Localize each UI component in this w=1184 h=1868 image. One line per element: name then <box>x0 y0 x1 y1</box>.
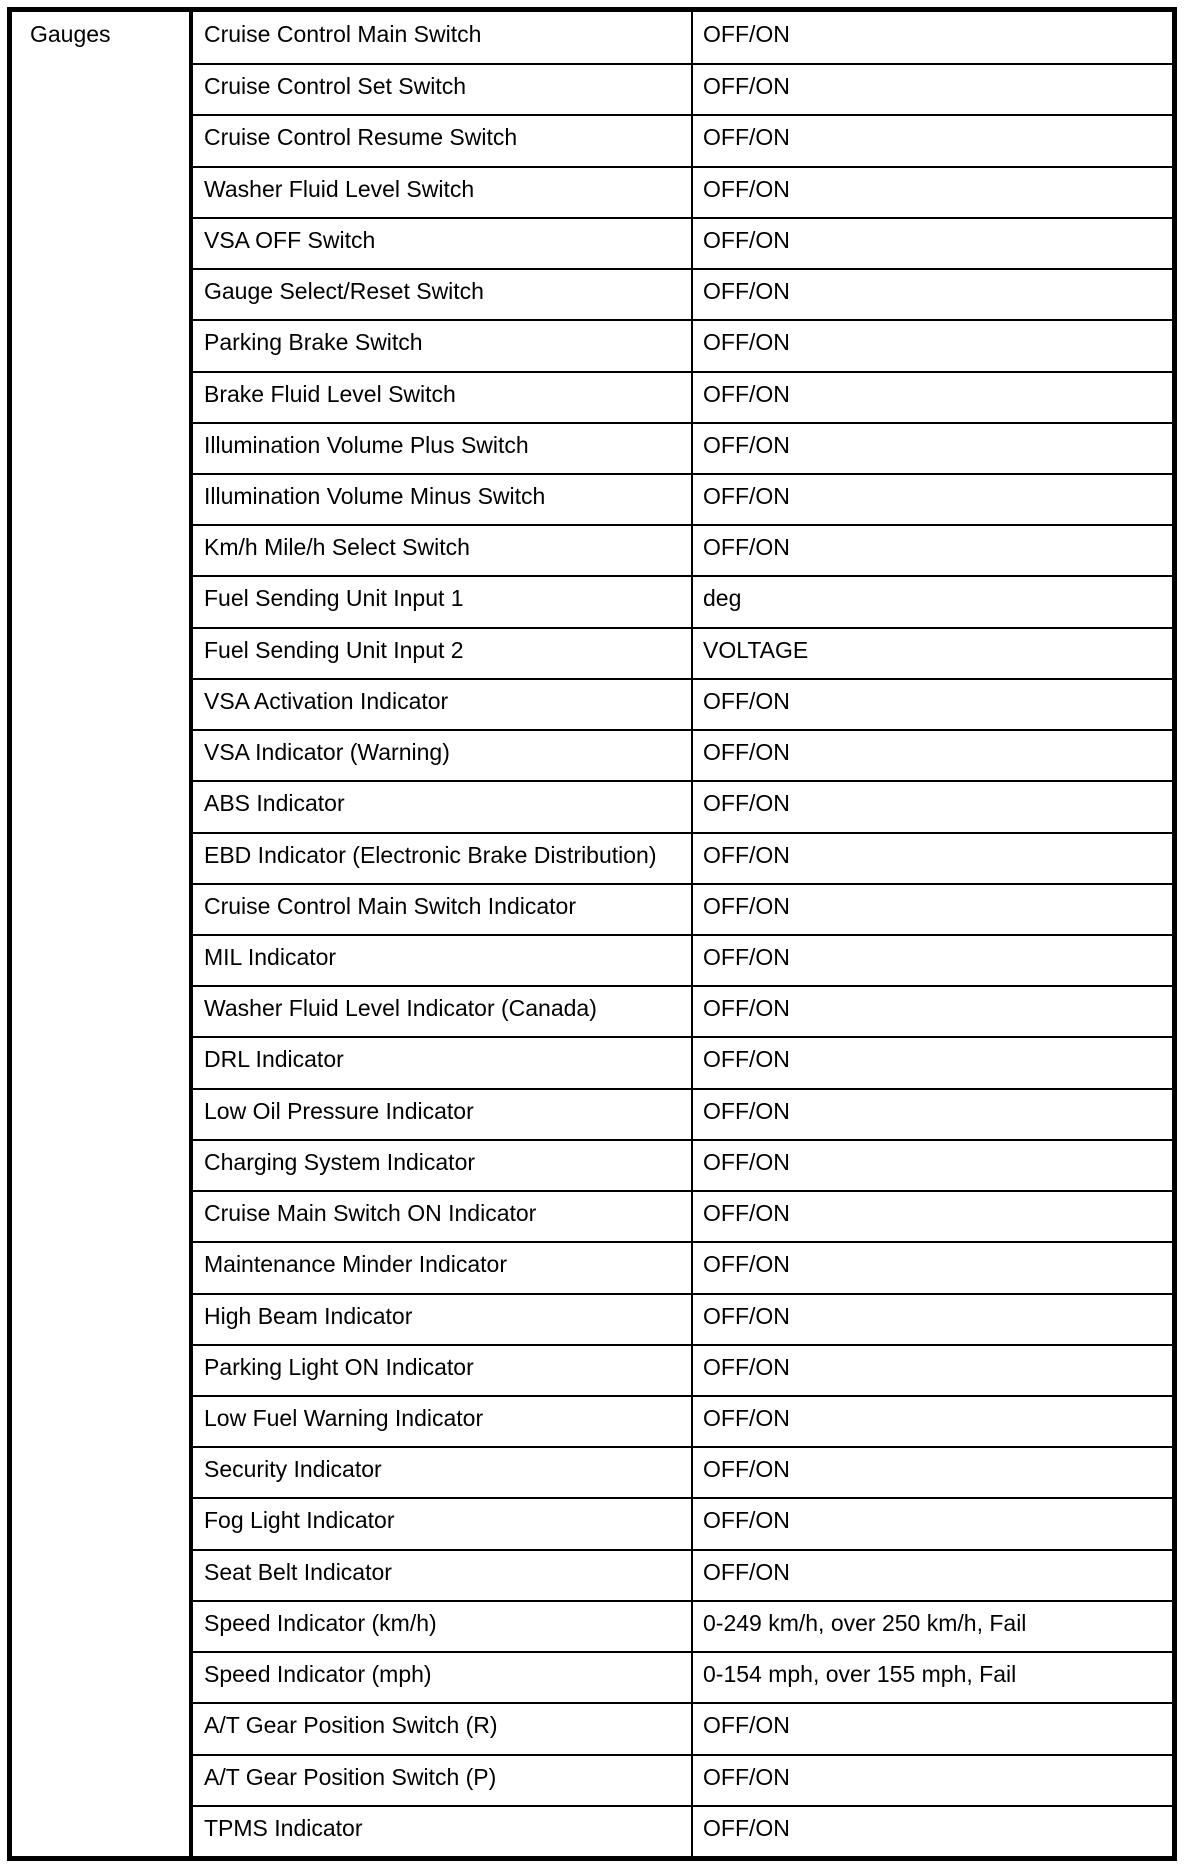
item-name-cell: Gauge Select/Reset Switch <box>193 268 693 319</box>
item-value-cell: OFF/ON <box>693 12 1172 63</box>
item-value-cell: OFF/ON <box>693 114 1172 165</box>
item-name-cell: Brake Fluid Level Switch <box>193 371 693 422</box>
item-name-cell: Low Fuel Warning Indicator <box>193 1395 693 1446</box>
item-value-cell: OFF/ON <box>693 1497 1172 1548</box>
item-value-cell: OFF/ON <box>693 729 1172 780</box>
item-value-cell: OFF/ON <box>693 1446 1172 1497</box>
item-value-cell: OFF/ON <box>693 985 1172 1036</box>
item-name-cell: Charging System Indicator <box>193 1139 693 1190</box>
item-value-cell: OFF/ON <box>693 1702 1172 1753</box>
item-value-cell: OFF/ON <box>693 1036 1172 1087</box>
item-name-cell: Maintenance Minder Indicator <box>193 1241 693 1292</box>
item-name-cell: Km/h Mile/h Select Switch <box>193 524 693 575</box>
item-value-cell: OFF/ON <box>693 1395 1172 1446</box>
item-name-cell: EBD Indicator (Electronic Brake Distribution) <box>193 832 693 883</box>
item-value-cell: OFF/ON <box>693 678 1172 729</box>
item-name-cell: DRL Indicator <box>193 1036 693 1087</box>
item-name-cell: MIL Indicator <box>193 934 693 985</box>
item-name-cell: Parking Brake Switch <box>193 319 693 370</box>
item-value-cell: OFF/ON <box>693 1241 1172 1292</box>
item-value-cell: OFF/ON <box>693 371 1172 422</box>
item-value-cell: OFF/ON <box>693 473 1172 524</box>
item-value-cell: OFF/ON <box>693 780 1172 831</box>
item-value-cell: OFF/ON <box>693 1190 1172 1241</box>
item-name-cell: Security Indicator <box>193 1446 693 1497</box>
item-name-cell: A/T Gear Position Switch (R) <box>193 1702 693 1753</box>
item-value-cell: VOLTAGE <box>693 627 1172 678</box>
item-name-cell: VSA Activation Indicator <box>193 678 693 729</box>
item-name-cell: Cruise Main Switch ON Indicator <box>193 1190 693 1241</box>
item-value-cell: OFF/ON <box>693 63 1172 114</box>
item-name-cell: A/T Gear Position Switch (P) <box>193 1754 693 1805</box>
item-value-cell: OFF/ON <box>693 422 1172 473</box>
item-value-cell: 0-154 mph, over 155 mph, Fail <box>693 1651 1172 1702</box>
item-value-cell: OFF/ON <box>693 319 1172 370</box>
item-value-cell: OFF/ON <box>693 524 1172 575</box>
item-value-cell: OFF/ON <box>693 1344 1172 1395</box>
item-value-cell: OFF/ON <box>693 832 1172 883</box>
item-name-cell: Washer Fluid Level Switch <box>193 166 693 217</box>
gauges-data-list-table <box>7 7 1177 1861</box>
item-value-cell: OFF/ON <box>693 883 1172 934</box>
item-name-cell: Speed Indicator (mph) <box>193 1651 693 1702</box>
item-name-cell: High Beam Indicator <box>193 1293 693 1344</box>
item-name-cell: Cruise Control Main Switch Indicator <box>193 883 693 934</box>
item-name-cell: VSA Indicator (Warning) <box>193 729 693 780</box>
item-name-cell: ABS Indicator <box>193 780 693 831</box>
item-value-cell: OFF/ON <box>693 934 1172 985</box>
item-value-cell: OFF/ON <box>693 1805 1172 1856</box>
item-value-cell: OFF/ON <box>693 1549 1172 1600</box>
item-name-cell: Cruise Control Set Switch <box>193 63 693 114</box>
item-value-cell: deg <box>693 575 1172 626</box>
item-value-cell: OFF/ON <box>693 1088 1172 1139</box>
item-value-cell: 0-249 km/h, over 250 km/h, Fail <box>693 1600 1172 1651</box>
item-name-cell: Illumination Volume Plus Switch <box>193 422 693 473</box>
item-name-cell: Fuel Sending Unit Input 2 <box>193 627 693 678</box>
item-value-cell: OFF/ON <box>693 1139 1172 1190</box>
item-value-cell: OFF/ON <box>693 1754 1172 1805</box>
item-name-cell: TPMS Indicator <box>193 1805 693 1856</box>
item-value-cell: OFF/ON <box>693 166 1172 217</box>
item-name-cell: Washer Fluid Level Indicator (Canada) <box>193 985 693 1036</box>
item-value-cell: OFF/ON <box>693 268 1172 319</box>
item-name-cell: Low Oil Pressure Indicator <box>193 1088 693 1139</box>
item-value-cell: OFF/ON <box>693 1293 1172 1344</box>
item-name-cell: Cruise Control Main Switch <box>193 12 693 63</box>
item-name-cell: VSA OFF Switch <box>193 217 693 268</box>
item-name-cell: Parking Light ON Indicator <box>193 1344 693 1395</box>
item-name-cell: Fuel Sending Unit Input 1 <box>193 575 693 626</box>
row-group-label: Gauges <box>12 12 193 1856</box>
item-name-cell: Fog Light Indicator <box>193 1497 693 1548</box>
item-value-cell: OFF/ON <box>693 217 1172 268</box>
item-name-cell: Cruise Control Resume Switch <box>193 114 693 165</box>
item-name-cell: Speed Indicator (km/h) <box>193 1600 693 1651</box>
item-name-cell: Seat Belt Indicator <box>193 1549 693 1600</box>
item-name-cell: Illumination Volume Minus Switch <box>193 473 693 524</box>
